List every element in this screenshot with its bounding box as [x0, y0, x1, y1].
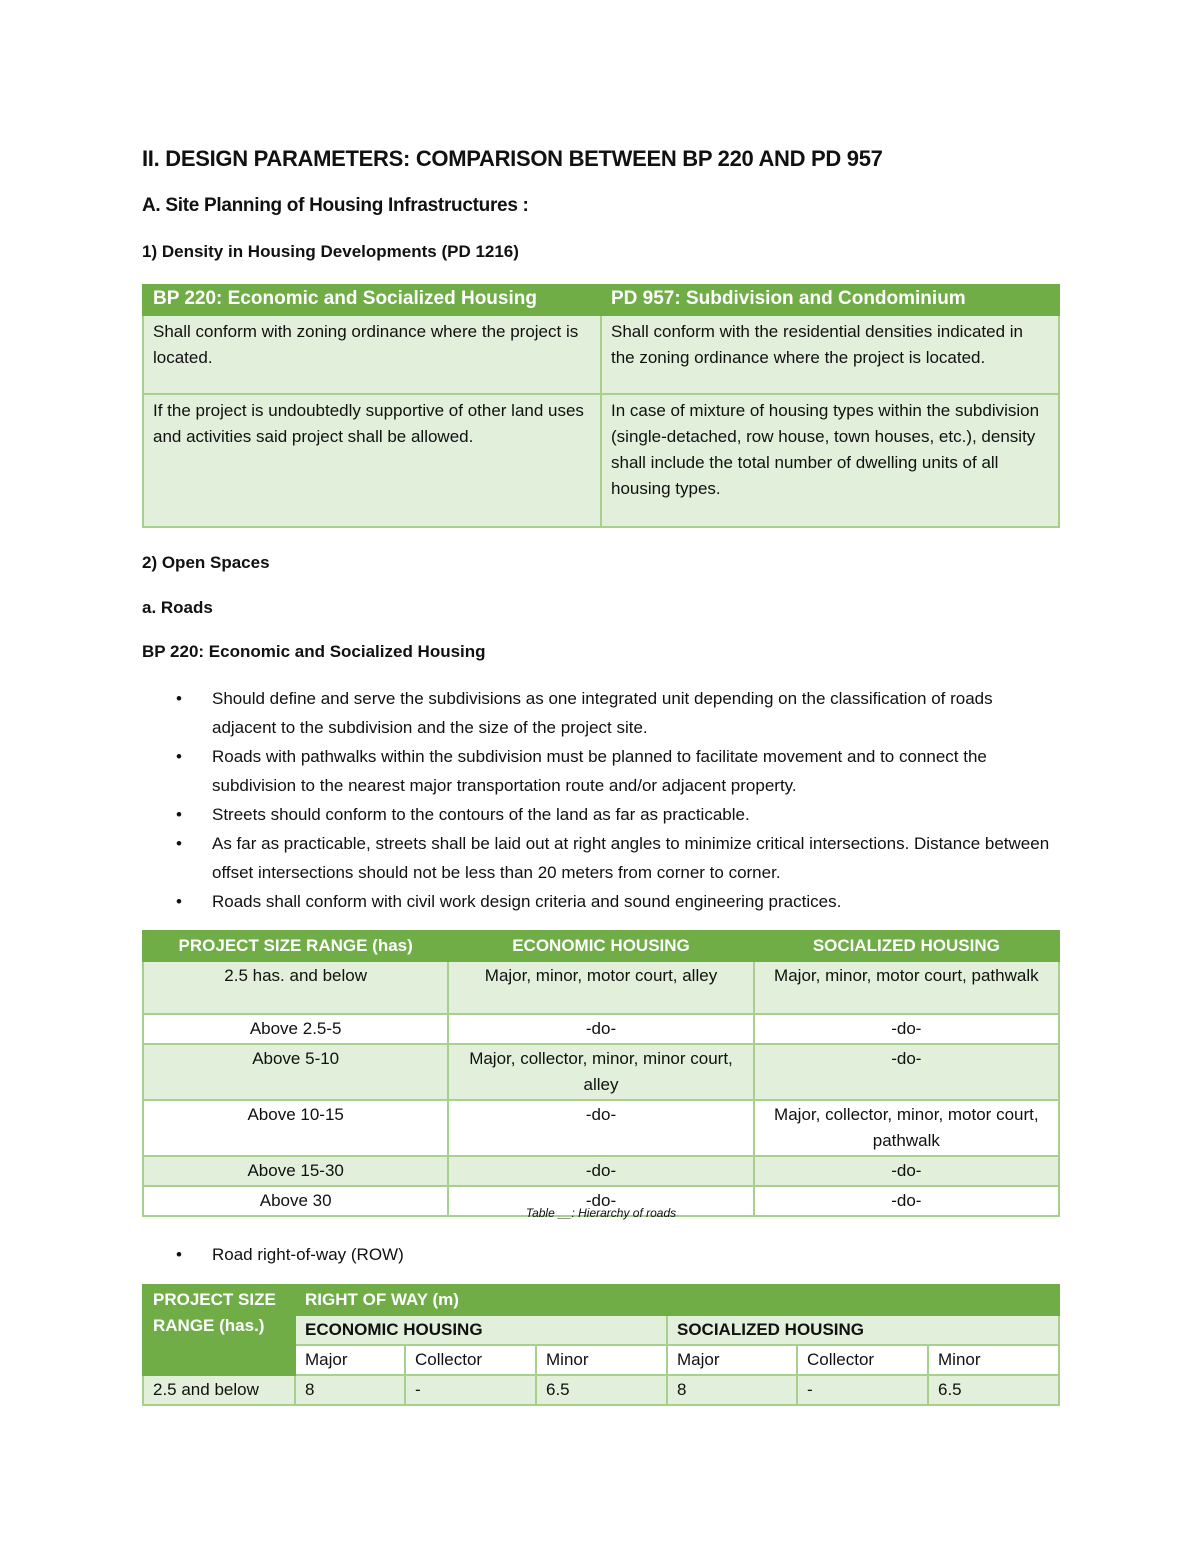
table-cell: Above 30	[143, 1186, 448, 1216]
table-cell: Major, collector, minor, minor court, alley	[448, 1044, 753, 1100]
table-row	[143, 394, 1059, 527]
table-cell: Above 10-15	[143, 1100, 448, 1156]
subsection-heading: 1) Density in Housing Developments (PD 1216)	[142, 242, 519, 261]
table-cell: -do-	[448, 1186, 753, 1216]
table-row	[143, 1100, 1059, 1156]
subsection-heading: 2) Open Spaces	[142, 553, 270, 572]
table-cell: If the project is undoubtedly supportive of other land uses and activities said project shall be allowed.	[143, 394, 601, 527]
table-cell: Major, minor, motor court, alley	[448, 961, 753, 1014]
subsection-heading: BP 220: Economic and Socialized Housing	[142, 642, 486, 661]
page-title: II. DESIGN PARAMETERS: COMPARISON BETWEEN BP 220 AND PD 957	[142, 146, 883, 171]
table-cell: 8	[667, 1375, 797, 1405]
column-header: Major	[295, 1345, 405, 1375]
table-row	[143, 1375, 1059, 1405]
list-item: • Roads shall conform with civil work design criteria and sound engineering practices.	[176, 892, 842, 911]
column-header: SOCIALIZED HOUSING	[754, 931, 1059, 961]
table-cell: In case of mixture of housing types within the subdivision (single-detached, row house, town houses, etc.), density shall include the total number of dwelling units of all housing types.	[601, 394, 1059, 527]
column-header: Collector	[405, 1345, 536, 1375]
table-cell: Shall conform with the residential densities indicated in the zoning ordinance where the project is located.	[601, 315, 1059, 394]
column-header: ECONOMIC HOUSING	[448, 931, 753, 961]
table-cell: -do-	[754, 1014, 1059, 1044]
subsection-heading: a. Roads	[142, 598, 213, 617]
column-header: PD 957: Subdivision and Condominium	[601, 285, 1059, 315]
column-header: BP 220: Economic and Socialized Housing	[143, 285, 601, 315]
column-header: Collector	[797, 1345, 928, 1375]
table-row	[143, 1156, 1059, 1186]
column-header: ECONOMIC HOUSING	[295, 1315, 667, 1345]
table-cell: 6.5	[536, 1375, 667, 1405]
density-table	[142, 284, 1060, 528]
bullet-list	[170, 684, 1060, 916]
table-cell: Above 5-10	[143, 1044, 448, 1100]
column-header: RIGHT OF WAY (m)	[295, 1285, 1059, 1315]
list-item: • Road right-of-way (ROW)	[176, 1245, 404, 1264]
table-row	[143, 961, 1059, 1014]
list-item: • Roads with pathwalks within the subdivision must be planned to facilitate movement and to connect the subdivision to the nearest major transportation route and/or adjacent property.	[176, 747, 987, 795]
table-cell: 8	[295, 1375, 405, 1405]
table-cell: -do-	[448, 1156, 753, 1186]
table-row	[143, 1014, 1059, 1044]
table-cell: 2.5 has. and below	[143, 961, 448, 1014]
table-cell: Major, collector, minor, motor court, pathwalk	[754, 1100, 1059, 1156]
table-cell: Major, minor, motor court, pathwalk	[754, 961, 1059, 1014]
table-cell: Above 15-30	[143, 1156, 448, 1186]
table-cell: -do-	[754, 1156, 1059, 1186]
table-cell: -do-	[448, 1100, 753, 1156]
column-header: SOCIALIZED HOUSING	[667, 1315, 1059, 1345]
column-header: Major	[667, 1345, 797, 1375]
table-cell: Shall conform with zoning ordinance where the project is located.	[143, 315, 601, 394]
table-row	[143, 315, 1059, 394]
table-cell: -do-	[754, 1186, 1059, 1216]
section-heading: A. Site Planning of Housing Infrastructures :	[142, 195, 529, 216]
table-row	[143, 1044, 1059, 1100]
right-of-way-table	[142, 1284, 1060, 1406]
table-cell: Above 2.5-5	[143, 1014, 448, 1044]
list-item: • Should define and serve the subdivisions as one integrated unit depending on the classification of roads adjacent to the subdivision and the size of the project site.	[176, 689, 993, 737]
table-caption: Table __: Hierarchy of roads	[525, 1206, 677, 1220]
table-cell: -do-	[448, 1014, 753, 1044]
column-header: PROJECT SIZE RANGE (has)	[143, 931, 448, 961]
list-item: • Streets should conform to the contours of the land as far as practicable.	[176, 805, 750, 824]
table-cell: -do-	[754, 1044, 1059, 1100]
table-cell: 2.5 and below	[143, 1375, 295, 1405]
road-hierarchy-table	[142, 930, 1060, 1217]
column-header: Minor	[928, 1345, 1059, 1375]
column-header: Minor	[536, 1345, 667, 1375]
table-cell: -	[797, 1375, 928, 1405]
table-cell: -	[405, 1375, 536, 1405]
table-cell: 6.5	[928, 1375, 1059, 1405]
list-item: • As far as practicable, streets shall be laid out at right angles to minimize critical intersections. Distance between offset intersections should not be less than 20 meters from corner to corner.	[176, 834, 1050, 882]
column-header: PROJECT SIZE RANGE (has.)	[143, 1285, 295, 1375]
bullet-list	[170, 1240, 1060, 1269]
